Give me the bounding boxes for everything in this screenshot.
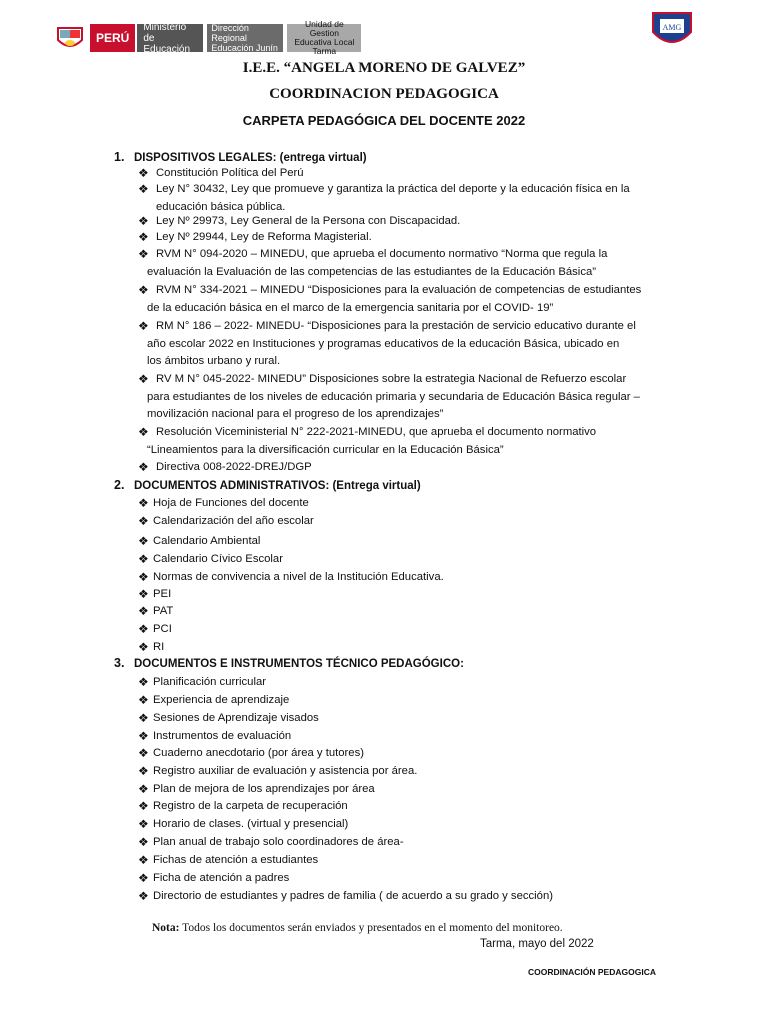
list-item-line: Normas de convivencia a nivel de la Institución Educativa. — [153, 571, 444, 583]
bullet-icon: ❖ — [138, 640, 149, 654]
list-item-line: Directorio de estudiantes y padres de familia ( de acuerdo a su grado y sección) — [153, 890, 553, 902]
list-item-line: PAT — [153, 605, 174, 617]
list-item-line: Calendario Cívico Escolar — [153, 553, 283, 565]
list-item-line: Constitución Política del Perú — [156, 167, 304, 179]
bullet-icon: ❖ — [138, 166, 149, 180]
folder-title: CARPETA PEDAGÓGICA DEL DOCENTE 2022 — [242, 113, 526, 128]
bullet-icon: ❖ — [138, 587, 149, 601]
section-heading-2: 2. DOCUMENTOS ADMINISTRATIVOS: (Entrega virtual) — [114, 478, 421, 492]
bullet-icon: ❖ — [138, 214, 149, 228]
list-item-line: los ámbitos urbano y rural. — [147, 355, 281, 367]
list-item-line: Plan anual de trabajo solo coordinadores de área- — [153, 836, 404, 848]
bullet-icon: ❖ — [138, 182, 149, 196]
bullet-icon: ❖ — [138, 230, 149, 244]
list-item-line: Experiencia de aprendizaje — [153, 694, 290, 706]
list-item-line: Ley N° 30432, Ley que promueve y garantiza la práctica del deporte y la educación física en la — [156, 183, 630, 195]
list-item-line: Calendario Ambiental — [153, 535, 261, 547]
list-item-line: evaluación la Evaluación de las competencias de las estudiantes de la Educación Básica” — [147, 265, 597, 278]
list-item-line: RV M N° 045-2022- MINEDU” Disposiciones sobre la estrategia Nacional de Refuerzo escolar — [156, 373, 627, 385]
list-item-line: Registro auxiliar de evaluación y asistencia por área. — [153, 765, 418, 777]
list-item-line: RVM N° 094-2020 – MINEDU, que aprueba el documento normativo “Norma que regula la — [156, 248, 608, 260]
bullet-icon: ❖ — [138, 283, 149, 297]
bullet-icon: ❖ — [138, 782, 149, 796]
bullet-icon: ❖ — [138, 496, 149, 510]
crest-initials: AMG — [662, 23, 682, 32]
peru-label: PERÚ — [90, 24, 135, 52]
list-item-line: PCI — [153, 623, 172, 635]
list-item-line: Ley Nº 29973, Ley General de la Persona con Discapacidad. — [156, 215, 461, 227]
bullet-icon: ❖ — [138, 889, 149, 903]
list-item-line: Planificación curricular — [153, 676, 267, 688]
list-item-line: Resolución Viceministerial N° 222-2021-MINEDU, que aprueba el documento normativo — [156, 426, 597, 438]
list-item-line: Fichas de atención a estudiantes — [153, 854, 319, 866]
bullet-icon: ❖ — [138, 514, 149, 528]
school-name-title: I.E.E. “ANGELA MORENO DE GALVEZ” — [242, 60, 526, 76]
bullet-icon: ❖ — [138, 247, 149, 261]
list-item-line: Hoja de Funciones del docente — [153, 497, 309, 509]
note-text: Todos los documentos serán enviados y presentados en el momento del monitoreo. — [179, 922, 563, 934]
coordination-title: COORDINACION PEDAGOGICA — [269, 86, 499, 102]
list-item-line: RI — [153, 641, 165, 653]
bullet-icon: ❖ — [138, 425, 149, 439]
bullet-icon: ❖ — [138, 817, 149, 831]
list-item-line: Registro de la carpeta de recuperación — [153, 800, 348, 812]
bullet-icon: ❖ — [138, 799, 149, 813]
bullet-icon: ❖ — [138, 460, 149, 474]
bullet-icon: ❖ — [138, 729, 149, 743]
place-date: Tarma, mayo del 2022 — [480, 938, 594, 950]
school-crest-icon — [650, 10, 694, 50]
ugel-label: Unidad de Gestion Educativa Local Tarma — [287, 24, 361, 52]
list-item-line: Sesiones de Aprendizaje visados — [153, 712, 319, 724]
list-item-line: Plan de mejora de los aprendizajes por área — [153, 783, 375, 795]
footer-label: COORDINACIÓN PEDAGOGICA — [528, 967, 656, 977]
direccion-regional-label: Dirección Regional Educación Junín — [207, 24, 283, 52]
note-label: Nota: — [152, 922, 180, 934]
bullet-icon: ❖ — [138, 319, 149, 333]
section-heading-1: 1. DISPOSITIVOS LEGALES: (entrega virtual) — [114, 150, 367, 164]
list-item-line: Calendarización del año escolar — [153, 515, 314, 527]
list-item-line: Directiva 008-2022-DREJ/DGP — [156, 461, 312, 473]
bullet-icon: ❖ — [138, 372, 149, 386]
list-item-line: año escolar 2022 en Instituciones y programas educativos de la educación Básica, ubicado en — [147, 337, 620, 350]
list-item-line: RM N° 186 – 2022- MINEDU- “Disposiciones para la prestación de servicio educativo durante el — [156, 320, 636, 332]
list-item-line: Ficha de atención a padres — [153, 872, 290, 884]
peru-coat-of-arms-icon — [54, 24, 86, 52]
bullet-icon: ❖ — [138, 764, 149, 778]
list-item-line: educación básica pública. — [156, 200, 286, 213]
list-item-line: Cuaderno anecdotario (por área y tutores) — [153, 747, 364, 759]
bullet-icon: ❖ — [138, 552, 149, 566]
list-item-line: PEI — [153, 588, 172, 600]
note — [152, 922, 563, 934]
list-item-line: “Lineamientos para la diversificación curricular en la Educación Básica” — [147, 443, 504, 456]
bullet-icon: ❖ — [138, 570, 149, 584]
bullet-icon: ❖ — [138, 693, 149, 707]
list-item-line: Horario de clases. (virtual y presencial) — [153, 818, 349, 830]
section-heading-3: 3. DOCUMENTOS E INSTRUMENTOS TÉCNICO PEDAGÓGICO: — [114, 656, 464, 670]
bullet-icon: ❖ — [138, 622, 149, 636]
bullet-icon: ❖ — [138, 675, 149, 689]
bullet-icon: ❖ — [138, 604, 149, 618]
bullet-icon: ❖ — [138, 835, 149, 849]
list-item-line: de la educación básica en el marco de la emergencia sanitaria por el COVID- 19” — [147, 301, 554, 314]
bullet-icon: ❖ — [138, 746, 149, 760]
list-item-line: para estudiantes de los niveles de educación primaria y secundaria de Educación Básica regular – — [147, 390, 640, 403]
bullet-icon: ❖ — [138, 711, 149, 725]
list-item-line: Instrumentos de evaluación — [153, 730, 292, 742]
minedu-logo — [54, 19, 361, 56]
bullet-icon: ❖ — [138, 534, 149, 548]
ministerio-label: Ministerio de Educación — [137, 24, 203, 52]
list-item-line: Ley Nº 29944, Ley de Reforma Magisterial. — [156, 231, 372, 243]
list-item-line: RVM N° 334-2021 – MINEDU “Disposiciones para la evaluación de competencias de estudiantes — [156, 284, 642, 296]
list-item-line: movilización nacional para el progreso de los aprendizajes” — [147, 408, 444, 420]
bullet-icon: ❖ — [138, 871, 149, 885]
bullet-icon: ❖ — [138, 853, 149, 867]
